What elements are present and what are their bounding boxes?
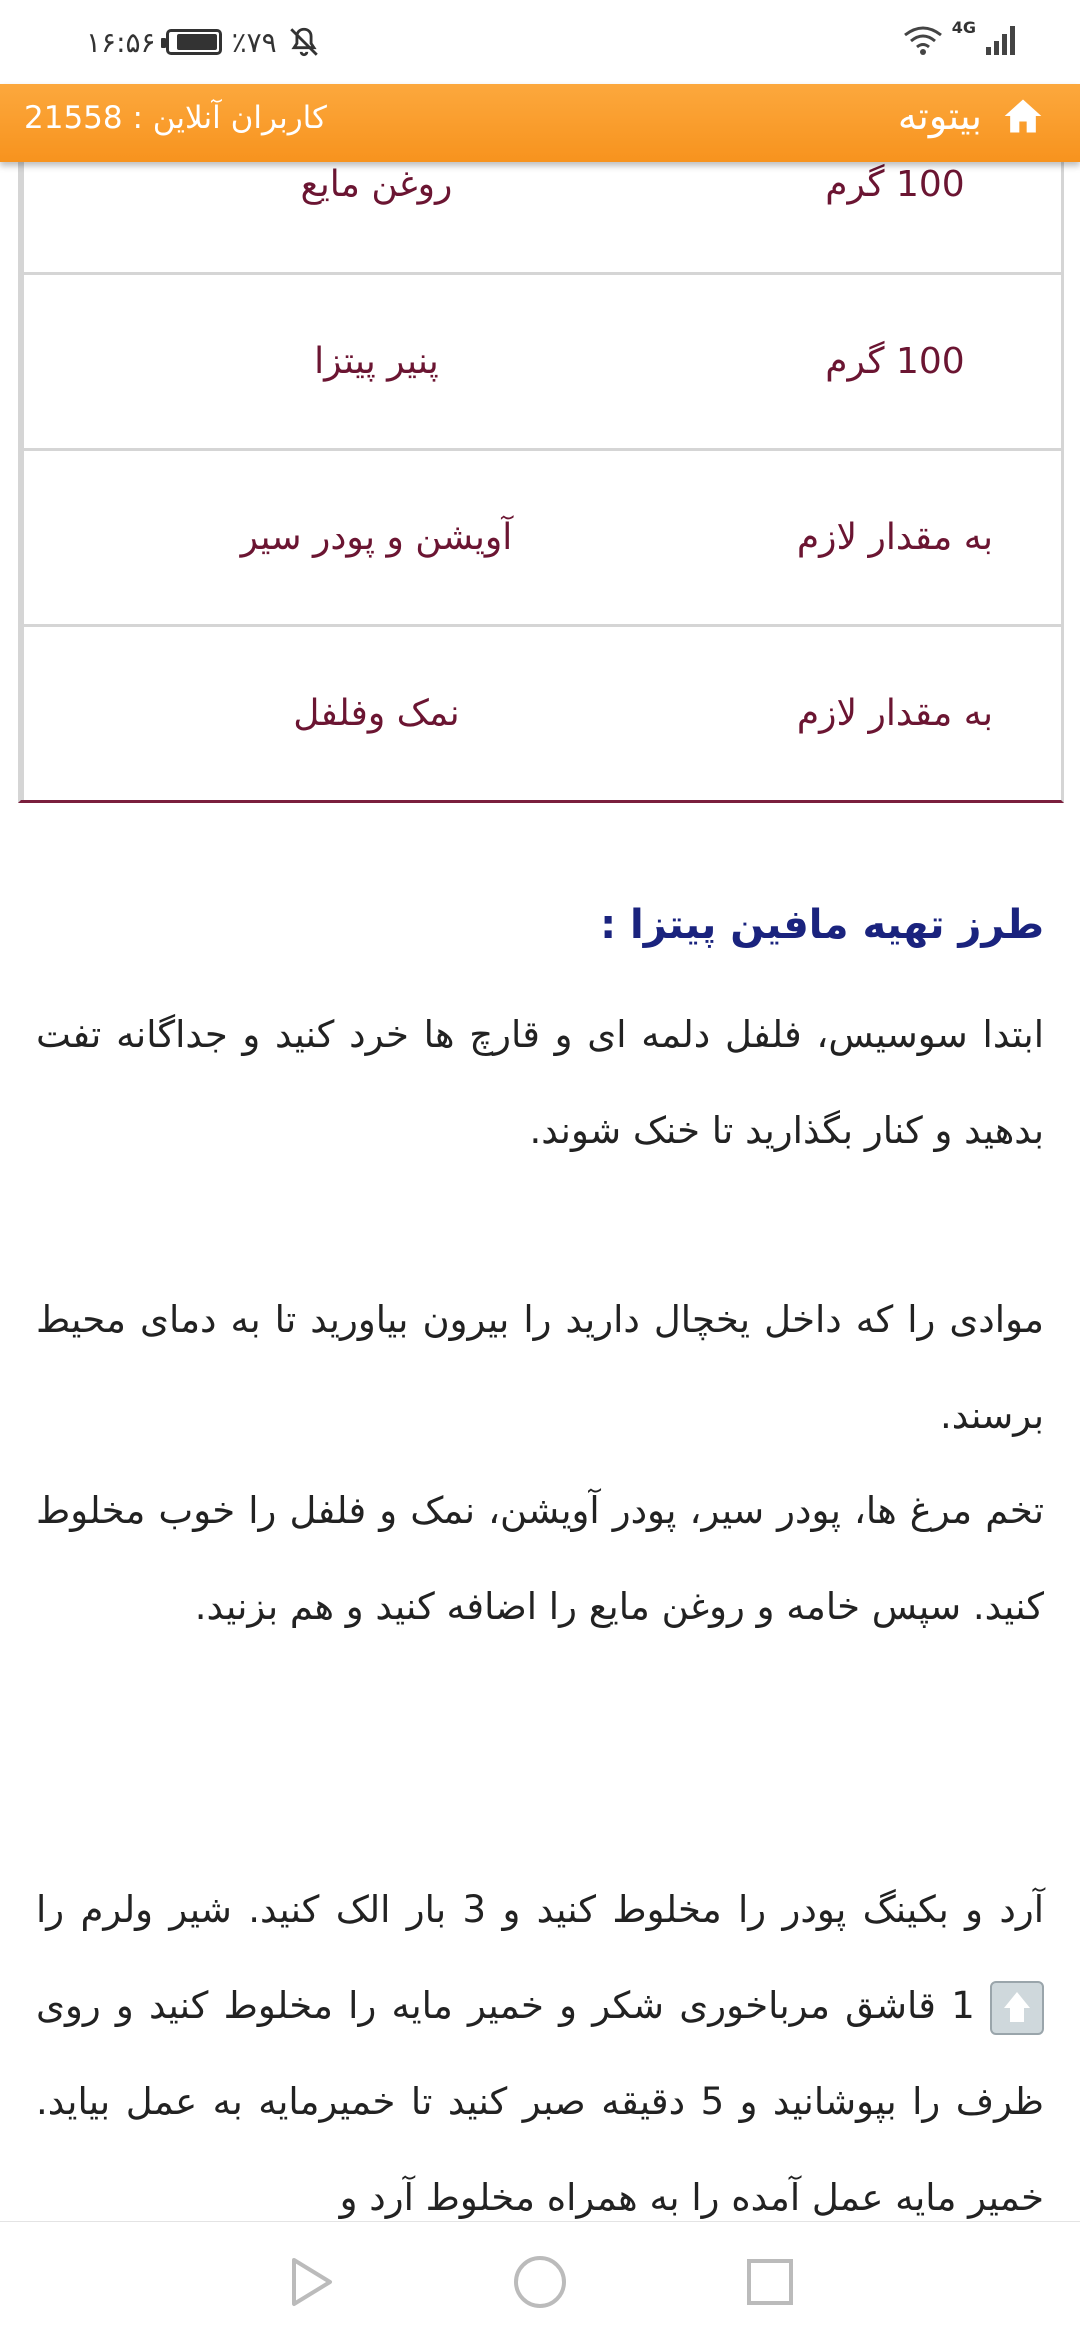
brand-link[interactable] [898,94,1046,138]
method-paragraph [36,1862,1044,2222]
signal-icon [984,23,1020,57]
method-paragraph: تخم مرغ ها، پودر سیر، پودر آویشن، نمک و فلفل را خوب مخلوط کنید. سپس خامه و روغن مایع را اضافه کنید و هم بزنید. [36,1489,1044,1628]
battery-icon [166,29,222,55]
ingredient-amount: به مقدار لازم [796,693,994,734]
home-icon[interactable] [1000,94,1046,138]
online-users: کاربران آنلاین : 21558 [24,100,327,136]
status-bar [0,0,1080,84]
method-paragraph-part: 1 قاشق مرباخوری شکر و خمیر مایه را مخلوط کنید و روی ظرف را بپوشانید و 5 دقیقه صبر کنید تا خمیرمایه به عمل بیاید. خمیر مایه عمل آمده را به همراه مخلوط آرد و [36,1984,1044,2219]
ingredient-name: پنیر پیتزا [21,275,729,448]
ingredient-amount: 100 گرم [825,163,965,205]
article-content [0,162,1080,2222]
system-nav-bar [0,2221,1080,2340]
battery-percent: ٪۷۹ [231,25,277,59]
scroll-top-button[interactable] [990,1981,1044,2035]
method-paragraph: ابتدا سوسیس، فلفل دلمه ای و قارچ ها خرد کنید و جداگانه تفت بدهید و کنار بگذارید تا خنک شوند. [36,1013,1044,1152]
ingredients-table [18,162,1064,803]
status-left [86,22,321,62]
recents-square-icon[interactable] [740,2252,800,2312]
ingredient-amount: به مقدار لازم [796,517,994,558]
ingredient-name: نمک وفلفل [21,627,729,800]
method-paragraph-part: آرد و بکینگ پودر را مخلوط کنید و 3 بار الک کنید. شیر ولرم را [36,1888,1044,1931]
app-header [0,84,1080,162]
brand-title: بیتوته [897,94,982,138]
ingredient-name: روغن مایع [21,162,729,272]
ingredient-name: آویشن و پودر سیر [21,451,729,624]
table-row [21,272,1061,448]
network-type: 4G [951,18,976,37]
status-right [902,18,1020,62]
table-row [21,448,1061,624]
back-triangle-icon[interactable] [280,2252,340,2312]
clock: ۱۶:۵۶ [86,25,156,59]
table-row [21,624,1061,800]
mute-icon [287,25,321,59]
table-row [21,162,1061,272]
wifi-icon [902,23,944,57]
home-circle-icon[interactable] [510,2252,570,2312]
method-title: طرز تهیه مافین پیتزا : [600,902,1044,948]
method-paragraph: موادی را که داخل یخچال دارید را بیرون بیاورید تا به دمای محیط برسند. [36,1298,1044,1437]
ingredient-amount: 100 گرم [825,341,965,382]
